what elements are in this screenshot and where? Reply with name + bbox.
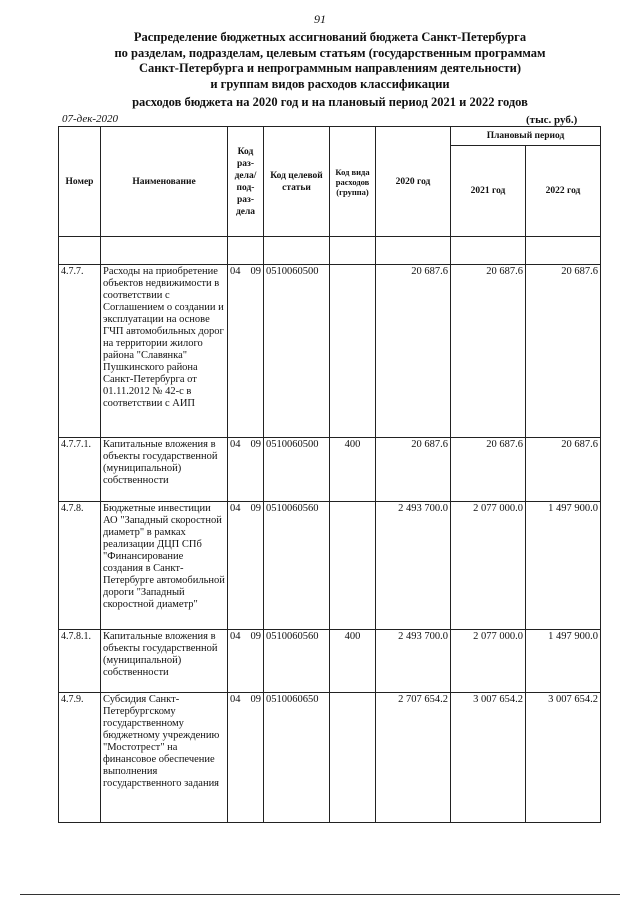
row-target: 0510060500 xyxy=(264,438,330,502)
header-year-2021: 2021 год xyxy=(451,146,526,237)
row-name: Субсидия Санкт-Петербургскому государственному бюджетному учреждению "Мостотрест" на финансовое обеспечение выполнения государственного задания xyxy=(101,693,228,823)
row-section: 04 xyxy=(228,630,246,693)
row-2020: 2 493 700.0 xyxy=(376,630,451,693)
table-row xyxy=(59,630,601,693)
row-subsection: 09 xyxy=(246,502,264,630)
row-group xyxy=(330,693,376,823)
document-date: 07-дек-2020 xyxy=(62,113,119,125)
row-2022: 1 497 900.0 xyxy=(526,630,601,693)
row-name: Расходы на приобретение объектов недвижимости в соответствии с Соглашением о создании и эксплуатации на основе ГЧП автомобильных дорог на территории жилого района "Славянка" Пушкинского района Санкт-Петербурга от 01.11.2012 № 42-с в соответствии с АИП xyxy=(101,265,228,438)
title-line: и группам видов расходов классификации xyxy=(210,76,450,91)
row-name: Капитальные вложения в объекты государственной (муниципальной) собственности xyxy=(101,630,228,693)
row-2021: 20 687.6 xyxy=(451,438,526,502)
row-2020: 2 707 654.2 xyxy=(376,693,451,823)
table-row xyxy=(59,265,601,438)
row-number: 4.7.8.1. xyxy=(59,630,101,693)
header-name: Наименование xyxy=(101,127,228,237)
row-number: 4.7.8. xyxy=(59,502,101,630)
spacer-row xyxy=(59,237,601,265)
row-target: 0510060560 xyxy=(264,502,330,630)
row-target: 0510060650 xyxy=(264,693,330,823)
row-subsection: 09 xyxy=(246,693,264,823)
header-section: Код раз-дела/ под-раз-дела xyxy=(228,127,264,237)
row-number: 4.7.7. xyxy=(59,265,101,438)
row-2021: 2 077 000.0 xyxy=(451,502,526,630)
row-2021: 3 007 654.2 xyxy=(451,693,526,823)
row-2020: 20 687.6 xyxy=(376,265,451,438)
row-2020: 20 687.6 xyxy=(376,438,451,502)
table-row xyxy=(59,693,601,823)
header-year-2020: 2020 год xyxy=(376,127,451,237)
row-section: 04 xyxy=(228,438,246,502)
header-year-2022: 2022 год xyxy=(526,146,601,237)
budget-table xyxy=(58,126,601,823)
table-row xyxy=(59,438,601,502)
row-2022: 20 687.6 xyxy=(526,438,601,502)
row-number: 4.7.9. xyxy=(59,693,101,823)
row-2022: 20 687.6 xyxy=(526,265,601,438)
header-expense-type: Код вида расходов (группа) xyxy=(330,127,376,237)
title-line: Санкт-Петербурга и непрограммным направлениям деятельности) xyxy=(138,61,521,75)
row-number: 4.7.7.1. xyxy=(59,438,101,502)
page-number: 91 xyxy=(314,12,326,26)
row-section: 04 xyxy=(228,502,246,630)
units-label: (тыс. руб.) xyxy=(526,114,578,126)
title-line: по разделам, подразделам, целевым статьям (государственным программам xyxy=(114,45,546,60)
header-planned-period: Плановый период xyxy=(451,127,601,146)
page-bottom-rule xyxy=(20,894,620,895)
document-title xyxy=(40,30,620,111)
table-row xyxy=(59,502,601,630)
row-target: 0510060500 xyxy=(264,265,330,438)
row-subsection: 09 xyxy=(246,438,264,502)
row-section: 04 xyxy=(228,693,246,823)
row-group: 400 xyxy=(330,438,376,502)
row-2020: 2 493 700.0 xyxy=(376,502,451,630)
row-2021: 20 687.6 xyxy=(451,265,526,438)
row-subsection: 09 xyxy=(246,630,264,693)
row-group: 400 xyxy=(330,630,376,693)
header-number: Номер xyxy=(59,127,101,237)
row-2022: 1 497 900.0 xyxy=(526,502,601,630)
row-2021: 2 077 000.0 xyxy=(451,630,526,693)
row-target: 0510060560 xyxy=(264,630,330,693)
title-line: расходов бюджета на 2020 год и на плановый период 2021 и 2022 годов xyxy=(132,95,528,109)
row-name: Бюджетные инвестиции АО "Западный скоростной диаметр" в рамках реализации ДЦП СПб "Финансирование создания в Санкт-Петербурге автомобильной дороги "Западный скоростной диаметр" xyxy=(101,502,228,630)
row-2022: 3 007 654.2 xyxy=(526,693,601,823)
row-group xyxy=(330,265,376,438)
row-subsection: 09 xyxy=(246,265,264,438)
title-line: Распределение бюджетных ассигнований бюджета Санкт-Петербурга xyxy=(133,30,527,44)
row-group xyxy=(330,502,376,630)
header-target: Код целевой статьи xyxy=(264,127,330,237)
row-section: 04 xyxy=(228,265,246,438)
row-name: Капитальные вложения в объекты государственной (муниципальной) собственности xyxy=(101,438,228,502)
